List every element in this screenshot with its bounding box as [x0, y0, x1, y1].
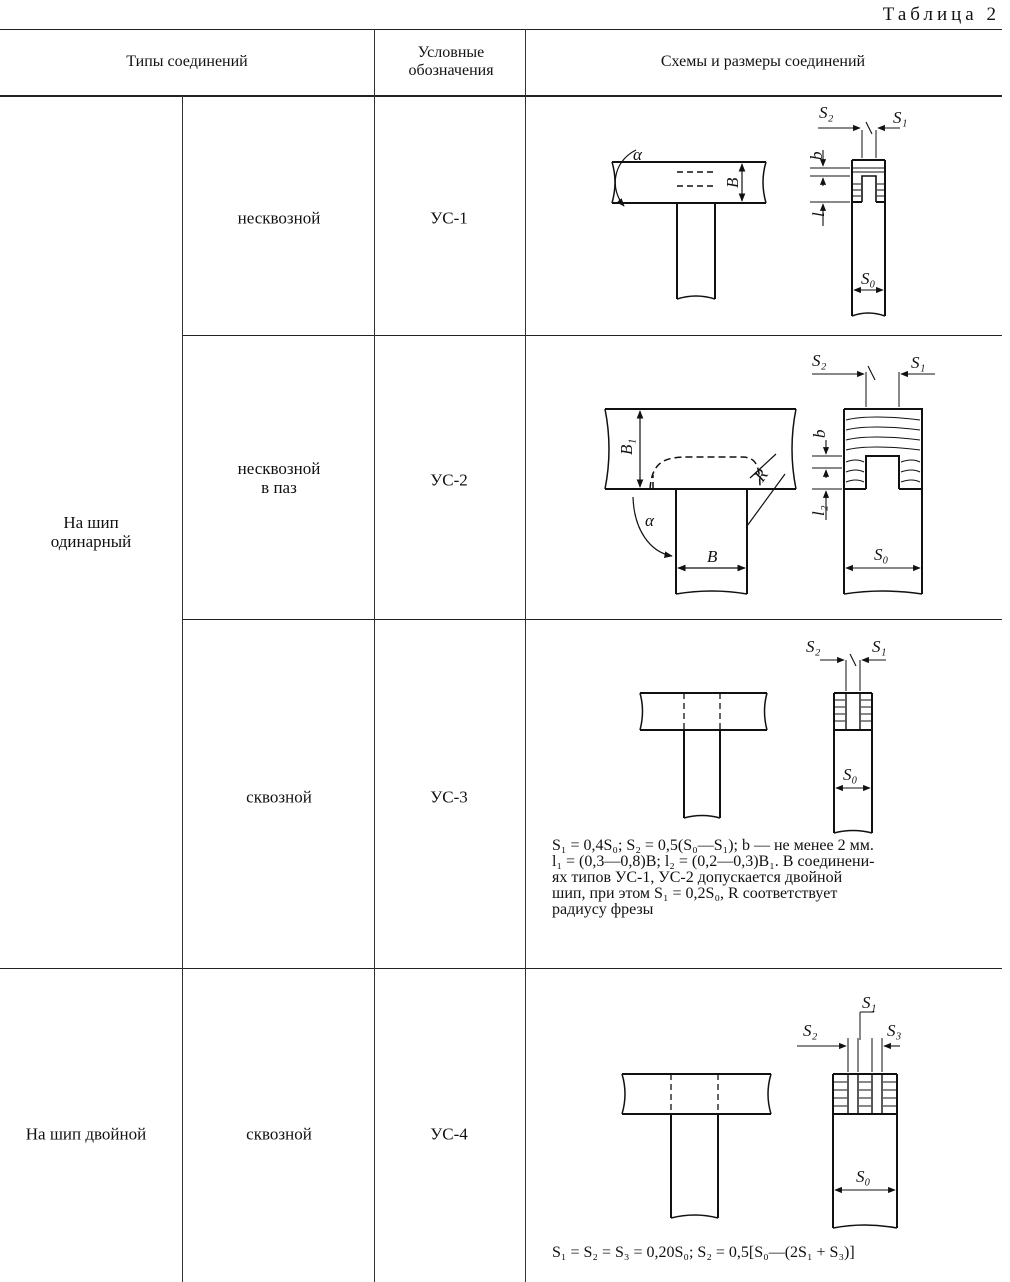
group-double-tenon: На шип двойной: [25, 1124, 147, 1144]
diagram-labels: [617, 103, 925, 1186]
header-codes-line2: обозначения: [408, 62, 494, 79]
label-l2: l₂: [809, 505, 828, 516]
label-alpha: α: [645, 511, 654, 530]
label-alpha: α: [633, 145, 642, 164]
label-s2: S₂: [806, 637, 821, 656]
group-single-line2: одинарный: [50, 532, 132, 551]
label-s2: S₂: [819, 103, 834, 122]
diagram-us1-side: [810, 122, 900, 316]
row-type: несквозной: [237, 208, 321, 228]
note-line: ях типов УС-1, УС-2 допускается двойной: [552, 869, 843, 886]
label-s2: S₂: [812, 351, 827, 370]
label-s1: S₁: [872, 637, 887, 656]
label-R: R: [750, 465, 772, 486]
note-us4: S₁ = S₂ = S₃ = 0,20S₀; S₂ = 0,5[S₀—(2S₁ + S₃)]: [552, 1244, 855, 1261]
diagram-us4-side: [797, 1012, 900, 1228]
header-schemes: Схемы и размеры соединений: [660, 53, 866, 70]
note-line: S₁ = 0,4S₀; S₂ = 0,5(S₀—S₁); b — не менее 2 мм.: [552, 837, 874, 854]
label-s1: S₁: [893, 108, 908, 127]
label-s0: S₀: [843, 765, 858, 784]
table-title: Таблица 2: [882, 4, 1000, 25]
row-type: сквозной: [246, 1124, 312, 1144]
label-s0: S₀: [861, 269, 876, 288]
label-s0: S₀: [874, 545, 889, 564]
diagram-us4-front: [622, 1074, 771, 1218]
label-s2: S₂: [803, 1021, 818, 1040]
label-l: l: [809, 212, 828, 217]
diagram-us2-front: [605, 409, 796, 594]
note-line: шип, при этом S₁ = 0,2S₀, R соответствует: [552, 885, 838, 902]
diagram-us3-front: [640, 693, 767, 818]
label-s1: S₁: [911, 353, 926, 372]
label-b: b: [807, 151, 826, 160]
diagram-us3-side: [820, 654, 886, 833]
label-b: b: [810, 429, 829, 438]
row-code: УС-2: [430, 470, 468, 490]
header-types: Типы соединений: [126, 53, 248, 70]
group-single-line1: На шип: [63, 513, 119, 532]
row-code: УС-1: [430, 208, 468, 228]
label-s3: S₃: [887, 1021, 902, 1040]
row-code: УС-3: [430, 787, 468, 807]
diagram-us1-front: [612, 150, 766, 299]
label-B: B: [707, 547, 718, 566]
label-s0: S₀: [856, 1167, 871, 1186]
label-s1: S₁: [862, 993, 877, 1012]
note-line: радиусу фрезы: [552, 901, 654, 918]
row-type-line1: несквозной: [237, 459, 321, 478]
header-codes-line1: Условные: [417, 44, 485, 61]
row-type: сквозной: [246, 787, 312, 807]
label-B: B: [723, 177, 742, 188]
row-code: УС-4: [430, 1124, 468, 1144]
row-type-line2: в паз: [261, 478, 297, 497]
note-line: l₁ = (0,3—0,8)B; l₂ = (0,2—0,3)B₁. В соединени-: [552, 853, 875, 870]
label-B1: B₁: [617, 438, 636, 455]
